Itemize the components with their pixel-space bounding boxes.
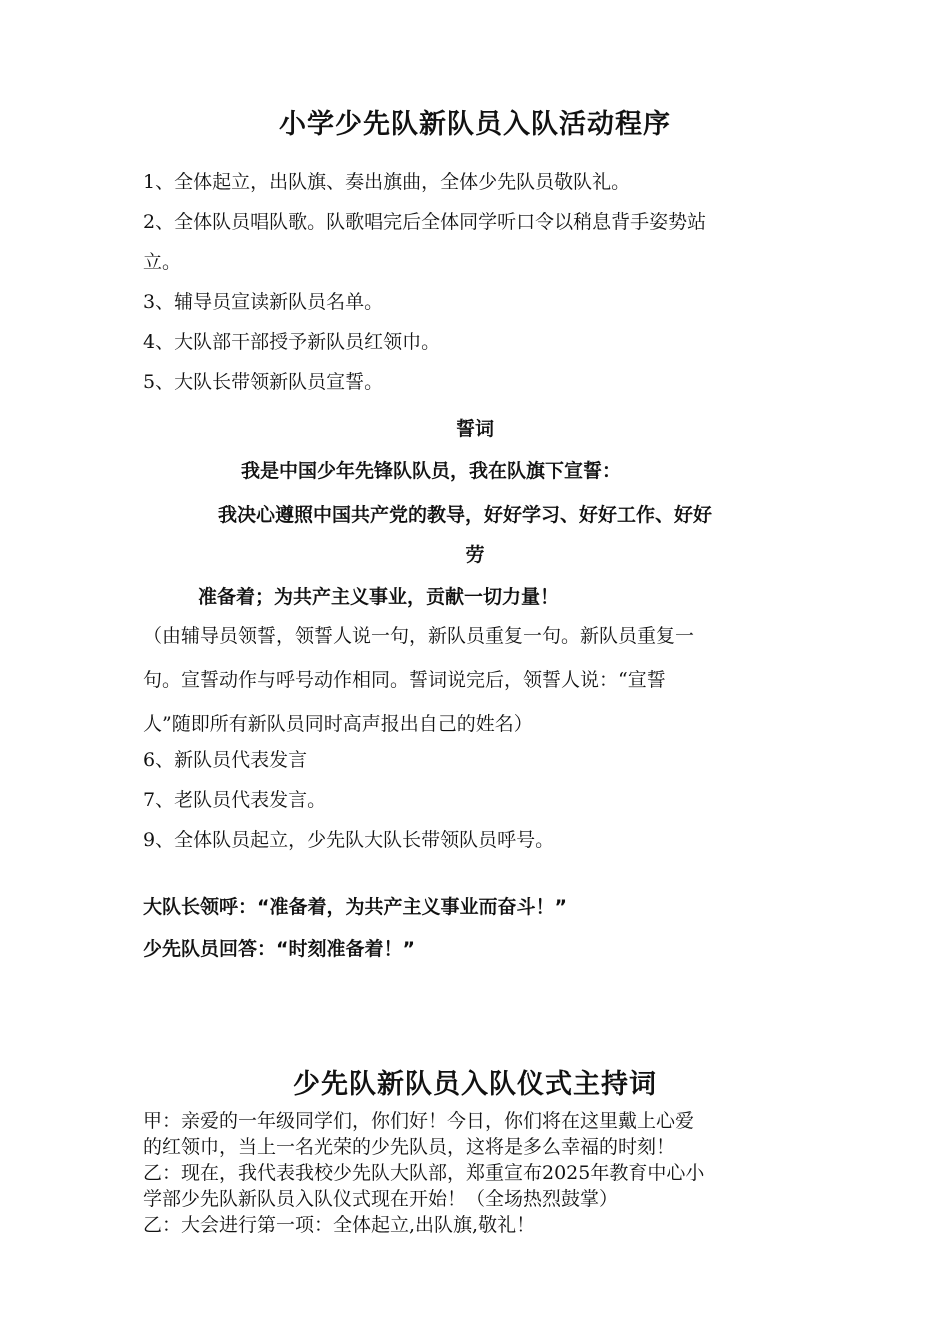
oath-heading: 誓词 xyxy=(455,418,494,440)
step-9: 9、全体队员起立，少先队大队长带领队员呼号。 xyxy=(143,829,555,851)
step-1: 1、全体起立，出队旗、奏出旗曲，全体少先队员敬队礼。 xyxy=(143,171,631,193)
step-5: 5、大队长带领新队员宣誓。 xyxy=(143,371,384,393)
page-title: 小学少先队新队员入队活动程序 xyxy=(279,109,671,140)
step-2: 2、全体队员唱队歌。队歌唱完后全体同学听口令以稍息背手姿势站 xyxy=(143,211,707,233)
oath-line-3: 准备着；为共产主义事业，贡献一切力量！ xyxy=(198,586,560,608)
note-line: 人”随即所有新队员同时高声报出自己的姓名） xyxy=(143,713,533,735)
host-line: 学部少先队新队员入队仪式现在开始！（全场热烈鼓掌） xyxy=(143,1188,619,1210)
oath-line-2-cont: 劳 xyxy=(465,544,485,566)
host-line: 的红领巾，当上一名光荣的少先队员，这将是多么幸福的时刻！ xyxy=(143,1136,676,1158)
step-6: 6、新队员代表发言 xyxy=(143,749,308,771)
oath-instructions xyxy=(143,614,808,746)
note-line: （由辅导员领誓，领誓人说一句，新队员重复一句。新队员重复一 xyxy=(143,625,695,647)
note-line: 句。宣誓动作与呼号动作相同。誓词说完后，领誓人说：“宣誓 xyxy=(143,669,666,691)
step-4: 4、大队部干部授予新队员红领巾。 xyxy=(143,331,441,353)
oath-line-2: 我决心遵照中国共产党的教导，好好学习、好好工作、好好 xyxy=(218,504,713,526)
step-3: 3、辅导员宣读新队员名单。 xyxy=(143,291,384,313)
host-script xyxy=(143,1108,808,1238)
host-script-title: 少先队新队员入队仪式主持词 xyxy=(293,1069,657,1100)
procedure-steps-later xyxy=(143,740,808,860)
host-line: 乙：现在，我代表我校少先队大队部，郑重宣布2025年教育中心小 xyxy=(143,1162,705,1184)
step-7: 7、老队员代表发言。 xyxy=(143,789,327,811)
step-2-cont: 立。 xyxy=(143,251,182,273)
members-response: 少先队员回答：“时刻准备着！” xyxy=(143,938,415,960)
host-line: 乙：大会进行第一项：全体起立,出队旗,敬礼！ xyxy=(143,1214,536,1236)
host-line: 甲：亲爱的一年级同学们，你们好！今日，你们将在这里戴上心爱 xyxy=(143,1110,695,1132)
oath-line-1: 我是中国少年先锋队队员，我在队旗下宣誓： xyxy=(241,460,622,482)
procedure-steps xyxy=(143,162,808,402)
leader-call: 大队长领呼：“准备着，为共产主义事业而奋斗！” xyxy=(143,896,567,918)
